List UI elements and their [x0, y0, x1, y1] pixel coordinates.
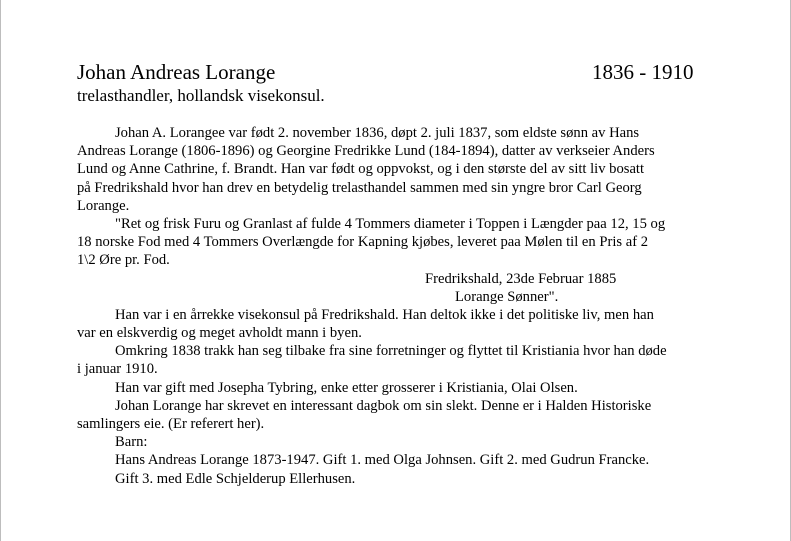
text-line: Han var i en årrekke visekonsul på Fredrikshald. Han deltok ikke i det politiske liv, men han — [115, 306, 654, 323]
text-line: Lorange. — [77, 197, 130, 214]
occupation-subtitle: trelasthandler, hollandsk visekonsul. — [77, 86, 325, 105]
text-line: Omkring 1838 trakk han seg tilbake fra sine forretninger og flyttet til Kristiania hvor han døde — [115, 343, 667, 360]
text-line: Gift 3. med Edle Schjelderup Ellerhusen. — [115, 470, 356, 487]
text-line: i januar 1910. — [77, 361, 158, 378]
life-years: 1836 - 1910 — [592, 60, 694, 84]
person-name: Johan Andreas Lorange — [77, 60, 276, 84]
biography-text — [77, 124, 722, 488]
document-body — [77, 58, 722, 488]
text-line: Andreas Lorange (1806-1896) og Georgine Fredrikke Lund (184-1894), datter av verkseier Anders — [77, 143, 655, 160]
text-line: Lorange Sønner". — [455, 288, 559, 305]
text-line: Johan Lorange har skrevet en interessant dagbok om sin slekt. Denne er i Halden Historiske — [115, 397, 652, 414]
text-line: samlingers eie. (Er referert her). — [77, 416, 265, 432]
text-line: Hans Andreas Lorange 1873-1947. Gift 1. med Olga Johnsen. Gift 2. med Gudrun Francke. — [115, 452, 650, 469]
text-line: Johan A. Lorangee var født 2. november 1836, døpt 2. juli 1837, som eldste sønn av Hans — [115, 125, 640, 141]
text-line: på Fredrikshald hvor han drev en betydelig trelasthandel sammen med sin yngre bror Carl Georg — [77, 179, 642, 196]
heading — [77, 58, 722, 86]
text-line: 18 norske Fod med 4 Tommers Overlængde for Kapning kjøbes, leveret paa Mølen til en Pris af 2 — [77, 234, 648, 251]
text-line: Fredrikshald, 23de Februar 1885 — [425, 270, 617, 287]
text-line: Han var gift med Josepha Tybring, enke etter grosserer i Kristiania, Olai Olsen. — [115, 379, 578, 396]
text-line: "Ret og frisk Furu og Granlast af fulde 4 Tommers diameter i Toppen i Længder paa 12, 15 og — [115, 215, 666, 232]
text-line: var en elskverdig og meget avholdt mann i byen. — [77, 325, 362, 342]
text-line: Barn: — [115, 434, 148, 451]
text-line: 1\2 Øre pr. Fod. — [77, 252, 170, 269]
text-line: Lund og Anne Cathrine, f. Brandt. Han var født og oppvokst, og i den største del av sitt liv bosatt — [77, 161, 645, 178]
